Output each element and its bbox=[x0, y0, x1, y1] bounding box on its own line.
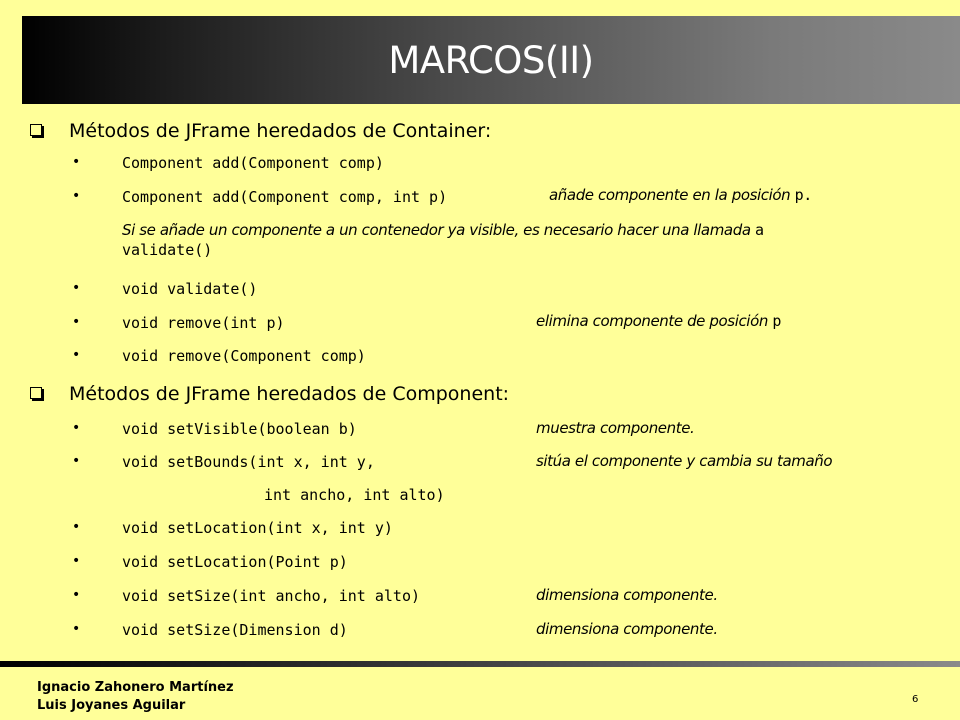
description-text: añade componente en la posición bbox=[549, 186, 791, 204]
section-heading-text: Métodos de JFrame heredados de Component: bbox=[69, 383, 510, 405]
description-code: p bbox=[772, 312, 781, 330]
section-heading-text: Métodos de JFrame heredados de Container: bbox=[69, 120, 492, 142]
description-code: p. bbox=[794, 186, 812, 204]
section-heading-container bbox=[30, 120, 491, 142]
code-line: Component add(Component comp, int p) bbox=[122, 188, 448, 206]
bullet-icon: • bbox=[72, 188, 81, 204]
code-line-continuation: int ancho, int alto) bbox=[264, 486, 445, 504]
code-line: Component add(Component comp) bbox=[122, 154, 384, 172]
description-text: elimina componente de posición bbox=[536, 312, 768, 330]
method-description: dimensiona componente. bbox=[536, 620, 718, 638]
code-line: void validate() bbox=[122, 280, 258, 298]
bullet-icon: • bbox=[72, 420, 81, 436]
footer-divider bbox=[0, 661, 960, 667]
method-description: sitúa el componente y cambia su tamaño bbox=[536, 452, 833, 470]
bullet-icon: • bbox=[72, 621, 81, 637]
page-number: 6 bbox=[912, 694, 919, 705]
code-line: void setVisible(boolean b) bbox=[122, 420, 357, 438]
author-name: Luis Joyanes Aguilar bbox=[37, 698, 186, 713]
bullet-icon: • bbox=[72, 587, 81, 603]
note-sentence: Si se añade un componente a un contenedor ya visible, es necesario hacer una llamada bbox=[122, 221, 751, 239]
note-code-a: a bbox=[755, 221, 765, 239]
bullet-icon: • bbox=[72, 314, 81, 330]
bullet-icon: • bbox=[72, 453, 81, 469]
method-description: muestra componente. bbox=[536, 419, 695, 437]
code-line: void setBounds(int x, int y, bbox=[122, 453, 375, 471]
bullet-icon: • bbox=[72, 519, 81, 535]
code-line: void setLocation(Point p) bbox=[122, 553, 348, 571]
note-text bbox=[122, 220, 882, 260]
method-description: dimensiona componente. bbox=[536, 586, 718, 604]
author-name: Ignacio Zahonero Martínez bbox=[37, 680, 234, 695]
checkbox-bullet-icon bbox=[30, 124, 42, 136]
section-heading-container bbox=[30, 383, 509, 405]
bullet-icon: • bbox=[72, 347, 81, 363]
method-description bbox=[536, 312, 781, 330]
checkbox-bullet-icon bbox=[30, 387, 42, 399]
slide-title: MARCOS(II) bbox=[388, 38, 594, 82]
code-line: void setSize(int ancho, int alto) bbox=[122, 587, 421, 605]
bullet-icon: • bbox=[72, 154, 81, 170]
code-line: void setLocation(int x, int y) bbox=[122, 519, 393, 537]
bullet-icon: • bbox=[72, 280, 81, 296]
note-code-b: validate() bbox=[122, 241, 213, 259]
code-line: void remove(Component comp) bbox=[122, 347, 366, 365]
code-line: void remove(int p) bbox=[122, 314, 285, 332]
method-description bbox=[549, 186, 812, 204]
bullet-icon: • bbox=[72, 553, 81, 569]
code-line: void setSize(Dimension d) bbox=[122, 621, 348, 639]
